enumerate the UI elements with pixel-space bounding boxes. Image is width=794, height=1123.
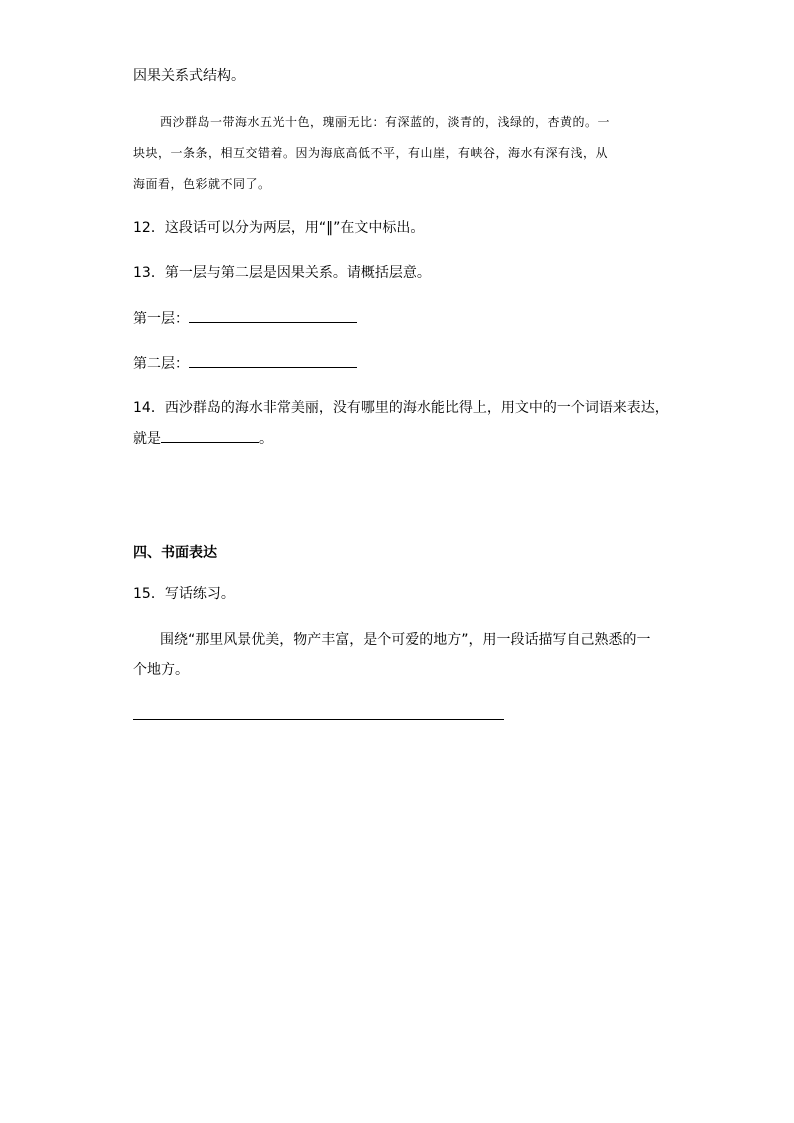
passage-line-3: 海面看，色彩就不同了。	[133, 177, 271, 191]
question-15-prompt-line-2: 个地方。	[133, 662, 189, 678]
passage-line-1: 西沙群岛一带海水五光十色，瑰丽无比：有深蓝的，淡青的，浅绿的，杏黄的。一	[160, 115, 611, 129]
writing-answer-line[interactable]	[133, 719, 504, 720]
question-14-line-2	[133, 428, 273, 449]
intro-text: 因果关系式结构。	[133, 68, 245, 84]
question-14-line-1: 14．西沙群岛的海水非常美丽，没有哪里的海水能比得上，用文中的一个词语来表达，	[133, 400, 669, 416]
section-4-heading: 四、书面表达	[133, 545, 217, 561]
question-15: 15．写话练习。	[133, 586, 235, 602]
layer-2-label: 第二层：	[133, 356, 189, 372]
question-14-answer-blank[interactable]	[161, 428, 259, 443]
question-12: 12．这段话可以分为两层，用“‖”在文中标出。	[133, 220, 425, 236]
layer-1-answer-blank[interactable]	[189, 308, 357, 323]
question-14-prefix: 就是	[133, 431, 161, 447]
layer-1-label: 第一层：	[133, 311, 189, 327]
question-13: 13．第一层与第二层是因果关系。请概括层意。	[133, 265, 431, 281]
layer-2-row	[133, 353, 357, 374]
layer-2-answer-blank[interactable]	[189, 353, 357, 368]
passage-line-2: 块块，一条条，相互交错着。因为海底高低不平，有山崖，有峡谷，海水有深有浅，从	[133, 146, 609, 160]
question-14-suffix: 。	[259, 431, 273, 447]
layer-1-row	[133, 308, 357, 329]
question-15-prompt-line-1: 围绕“那里风景优美，物产丰富，是个可爱的地方”，用一段话描写自己熟悉的一	[160, 632, 651, 648]
